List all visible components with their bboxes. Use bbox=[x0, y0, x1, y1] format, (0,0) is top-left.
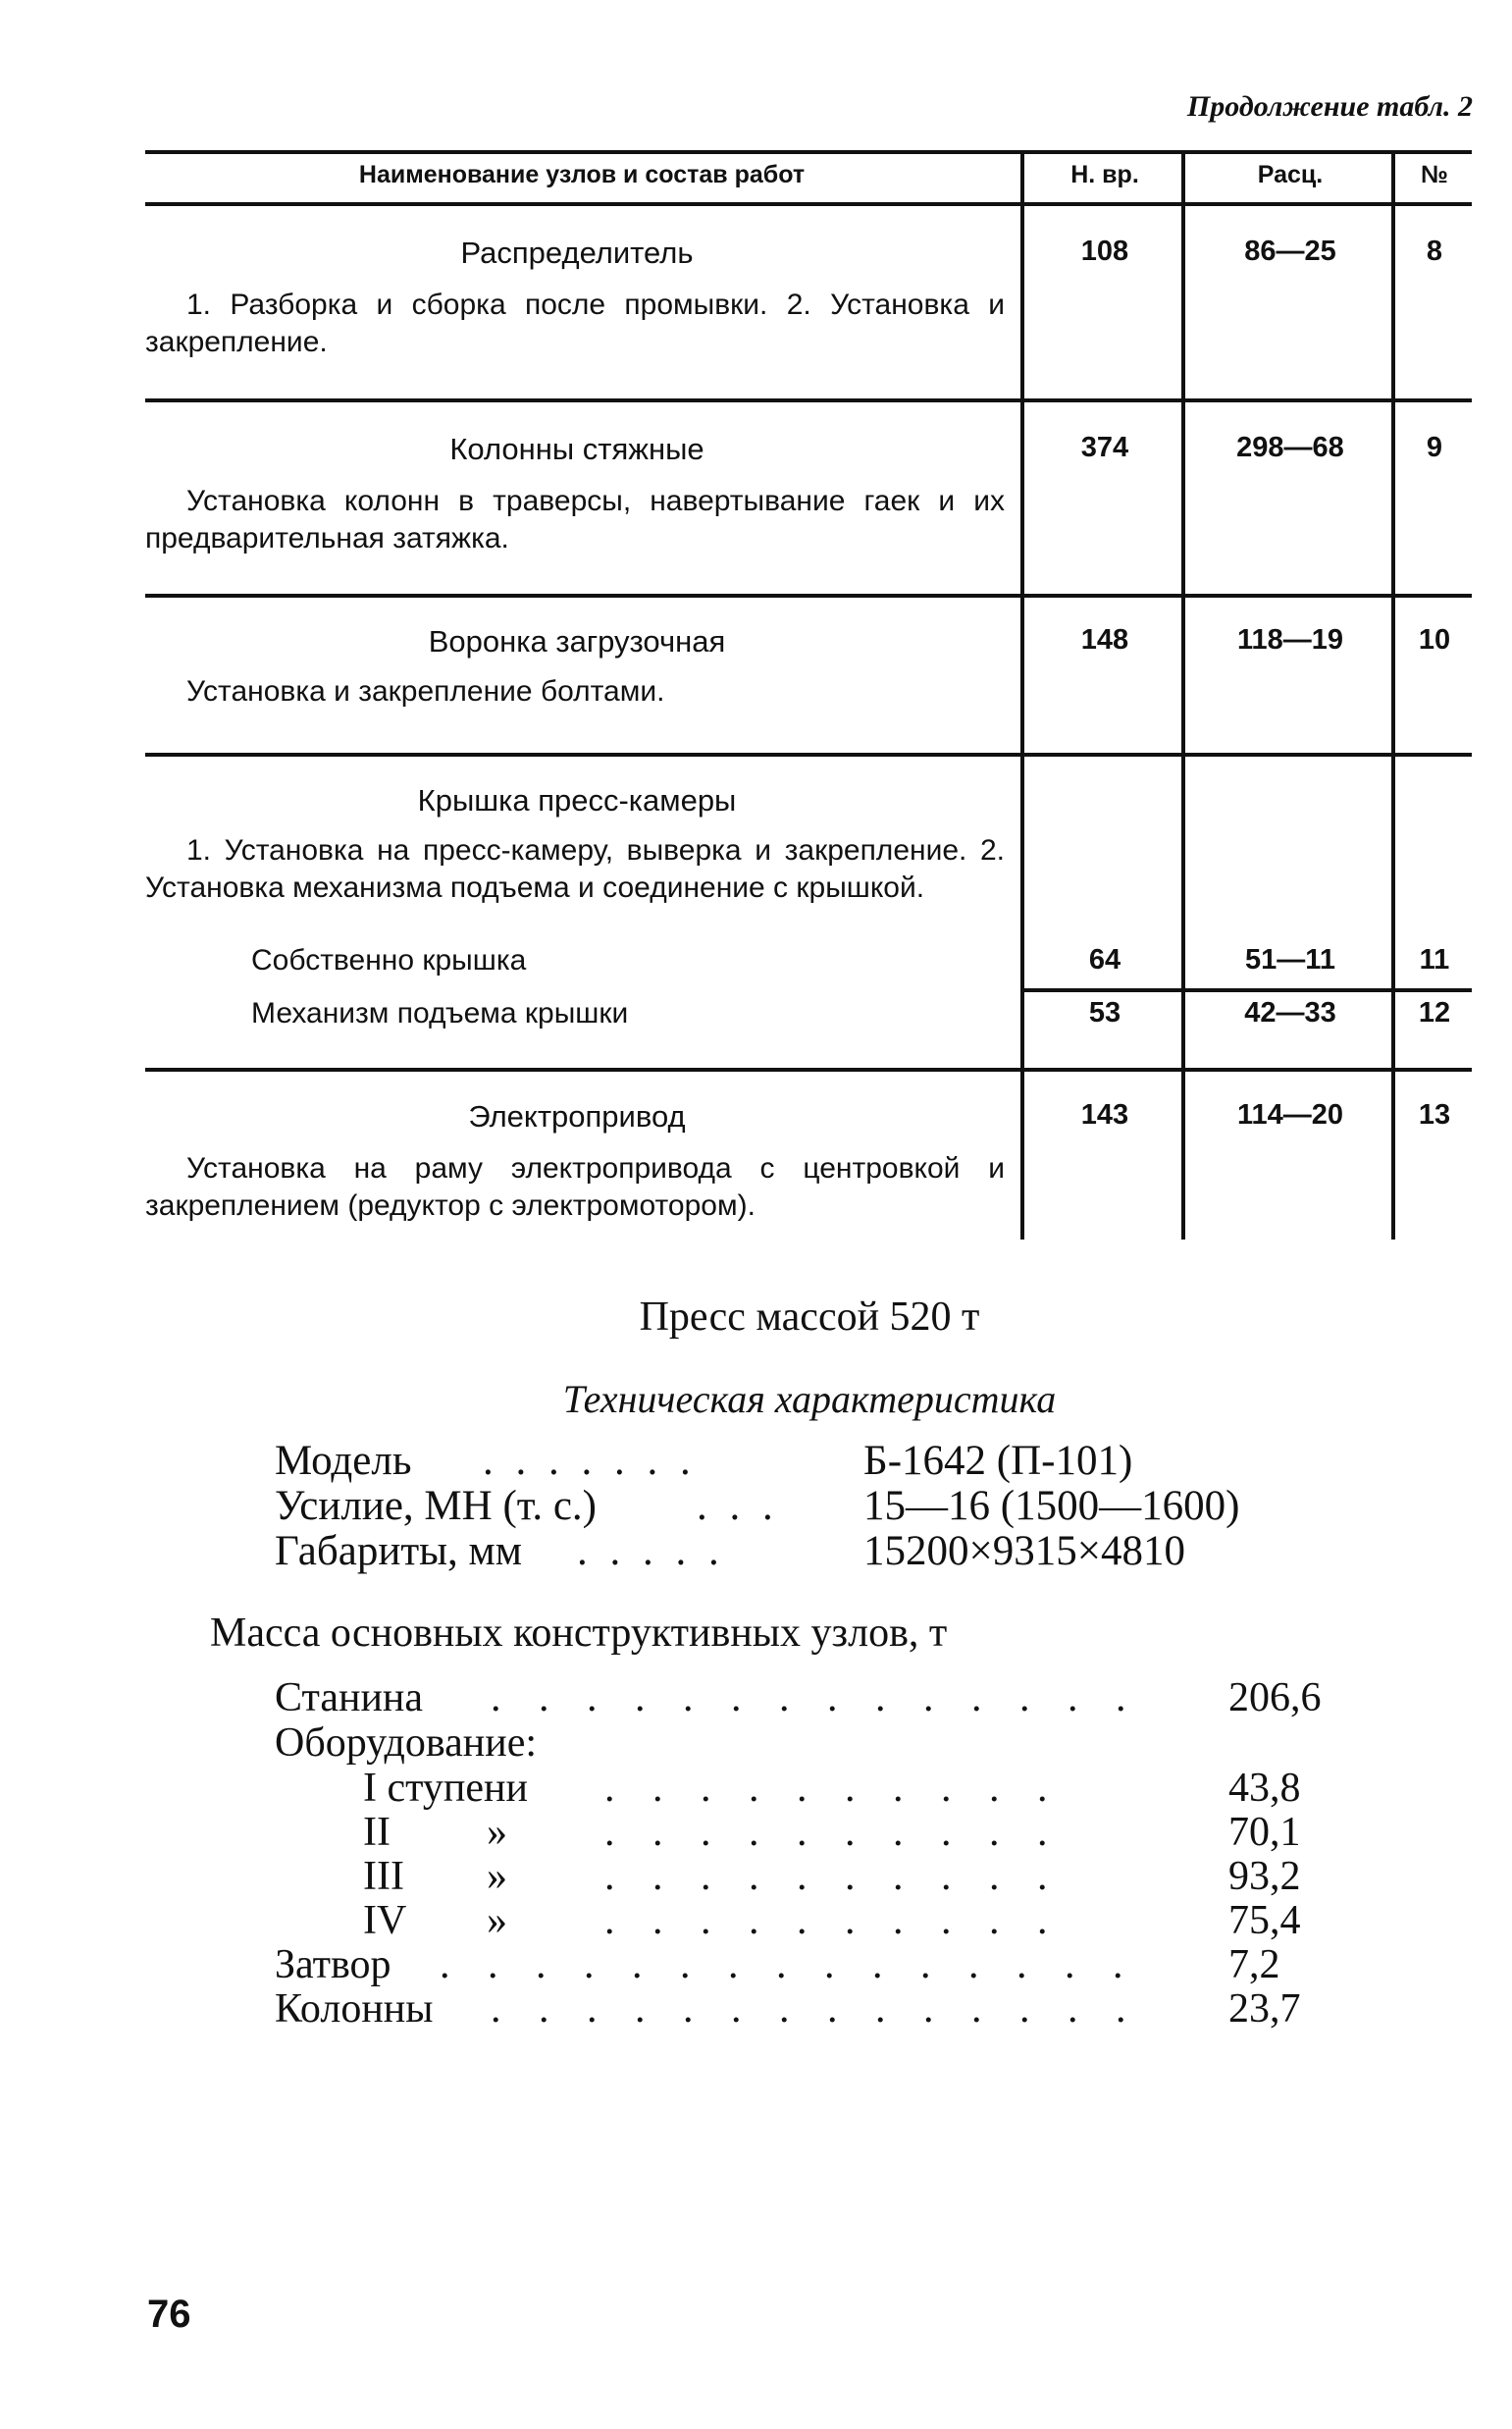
row-description: Установка на раму электропривода с центровкой и закреплением (редуктор с электромотором). bbox=[145, 1152, 1005, 1222]
press-heading: Пресс массой 520 т bbox=[639, 1294, 980, 1340]
spec-label: Усилие, МН (т. с.) bbox=[275, 1483, 598, 1529]
mass-label: I ступени bbox=[363, 1766, 528, 1811]
header-name: Наименование узлов и состав работ bbox=[358, 161, 806, 188]
mass-label: II bbox=[363, 1810, 391, 1855]
row-description: 1. Разборка и сборка после промывки. 2. Установка и закрепление. bbox=[145, 289, 1005, 358]
row-title: Электропривод bbox=[468, 1099, 686, 1134]
ditto-mark: » bbox=[487, 1898, 507, 1943]
ditto-mark: » bbox=[487, 1854, 507, 1899]
row-title: Распределитель bbox=[460, 236, 694, 270]
leader-dots: . . . . . . . bbox=[483, 1438, 697, 1484]
row-description: Установка и закрепление болтами. bbox=[186, 675, 665, 708]
page-number: 76 bbox=[147, 2293, 191, 2336]
row-title: Колонны стяжные bbox=[449, 432, 704, 466]
row-rule bbox=[145, 1068, 1472, 1072]
mass-value: 75,4 bbox=[1228, 1898, 1301, 1943]
row-number: 13 bbox=[1418, 1099, 1451, 1131]
spec-value: 15—16 (1500—1600) bbox=[863, 1483, 1240, 1529]
spec-value: Б-1642 (П-101) bbox=[863, 1438, 1133, 1484]
mass-label: III bbox=[363, 1854, 404, 1899]
mass-value: 7,2 bbox=[1228, 1942, 1280, 1987]
spec-value: 15200×9315×4810 bbox=[863, 1528, 1186, 1574]
row-description: Установка колонн в траверсы, навертывание гаек и их предварительная затяжка. bbox=[145, 485, 1005, 554]
mass-label: Оборудование: bbox=[275, 1720, 538, 1766]
leader-dots: . . . bbox=[697, 1483, 779, 1529]
sub-item-norm: 64 bbox=[1088, 944, 1121, 976]
sub-item-label: Собственно крышка bbox=[251, 944, 527, 977]
ditto-mark: » bbox=[487, 1810, 507, 1855]
spec-label: Габариты, мм bbox=[275, 1528, 522, 1574]
mass-label: Станина bbox=[275, 1675, 424, 1720]
sub-item-rate: 51—11 bbox=[1245, 944, 1335, 976]
leader-dots: . . . . . bbox=[577, 1528, 725, 1574]
table-continuation-label: Продолжение табл. 2 bbox=[1186, 90, 1473, 123]
row-rate: 118—19 bbox=[1236, 624, 1344, 656]
leader-dots: . . . . . . . . . . . . . . bbox=[491, 1986, 1140, 2032]
leader-dots: . . . . . . . . . . bbox=[604, 1766, 1062, 1811]
row-rate: 114—20 bbox=[1236, 1099, 1344, 1131]
leader-dots: . . . . . . . . . . bbox=[604, 1810, 1062, 1855]
row-rule bbox=[145, 753, 1472, 757]
row-number: 8 bbox=[1426, 236, 1443, 267]
row-rate: 86—25 bbox=[1244, 236, 1336, 267]
leader-dots: . . . . . . . . . . . . . . . bbox=[440, 1942, 1137, 1987]
mass-value: 93,2 bbox=[1228, 1854, 1301, 1899]
row-rule bbox=[145, 398, 1472, 402]
column-divider bbox=[1020, 204, 1024, 1240]
mass-label: Затвор bbox=[275, 1942, 391, 1987]
spec-label: Модель bbox=[275, 1438, 412, 1484]
leader-dots: . . . . . . . . . . . . . . bbox=[491, 1675, 1140, 1720]
leader-dots: . . . . . . . . . . bbox=[604, 1854, 1062, 1899]
header-rate: Расц. bbox=[1257, 161, 1324, 188]
mass-value: 43,8 bbox=[1228, 1766, 1301, 1811]
row-title: Воронка загрузочная bbox=[428, 624, 726, 659]
column-divider bbox=[1391, 204, 1395, 1240]
row-norm: 374 bbox=[1080, 432, 1129, 463]
row-norm: 143 bbox=[1080, 1099, 1129, 1131]
row-rate: 298—68 bbox=[1236, 432, 1344, 463]
mass-value: 23,7 bbox=[1228, 1986, 1301, 2032]
mass-value: 206,6 bbox=[1228, 1675, 1322, 1720]
mass-label: Колонны bbox=[275, 1986, 434, 2032]
sub-item-label: Механизм подъема крышки bbox=[251, 997, 629, 1030]
sub-item-norm: 53 bbox=[1088, 997, 1121, 1029]
sub-item-number: 12 bbox=[1418, 997, 1451, 1029]
row-rule bbox=[145, 594, 1472, 598]
sub-item-rule bbox=[1020, 988, 1472, 992]
header-number: № bbox=[1421, 161, 1448, 188]
table-top-rule bbox=[145, 150, 1472, 154]
row-norm: 148 bbox=[1080, 624, 1129, 656]
row-number: 10 bbox=[1418, 624, 1451, 656]
row-norm: 108 bbox=[1080, 236, 1129, 267]
press-subheading: Техническая характеристика bbox=[562, 1377, 1057, 1421]
mass-heading: Масса основных конструктивных узлов, т bbox=[210, 1611, 948, 1656]
mass-value: 70,1 bbox=[1228, 1810, 1301, 1855]
table-header-rule bbox=[145, 202, 1472, 206]
sub-item-number: 11 bbox=[1419, 944, 1450, 976]
row-number: 9 bbox=[1426, 432, 1443, 463]
sub-item-rate: 42—33 bbox=[1244, 997, 1336, 1029]
mass-label: IV bbox=[363, 1898, 407, 1943]
header-divider bbox=[1020, 152, 1024, 203]
column-divider bbox=[1181, 204, 1185, 1240]
leader-dots: . . . . . . . . . . bbox=[604, 1898, 1062, 1943]
header-norm: Н. вр. bbox=[1070, 161, 1139, 188]
row-description: 1. Установка на пресс-камеру, выверка и закрепление. 2. Установка механизма подъема и соединение с крышкой. bbox=[145, 834, 1005, 904]
row-title: Крышка пресс-камеры bbox=[417, 783, 737, 818]
